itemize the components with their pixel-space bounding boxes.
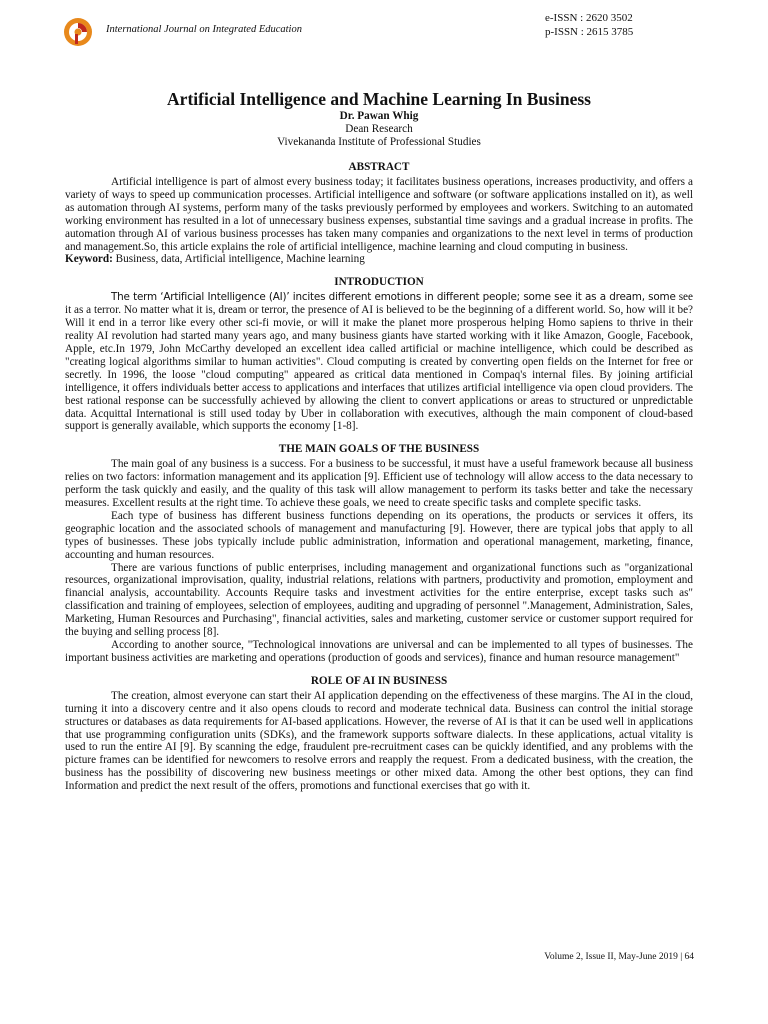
keywords-list: Business, data, Artificial intelligence, Machine learning: [112, 253, 365, 266]
page-footer: Volume 2, Issue II, May-June 2019 | 64: [544, 952, 694, 962]
author-position: Dean Research: [345, 123, 413, 135]
main-goals-paragraph: Each type of business has different business functions depending on its operations, the products or services it offers, its geographic location and the associated schools of management and manufacturing [9]. However, there are typical jobs that apply to all types of businesses. These jobs typically include public administration, information and operational management, marketing, finance, accounting and human resources.: [65, 509, 693, 561]
main-goals-paragraph: There are various functions of public enterprises, including management and organizational functions such as "organizational resources, organizational improvisation, quality, industrial relations, relations with partners, productivity and promotion, employment and financial analysis, accountability. Accounts Require tasks and investment activities for the entire enterprise, except tasks such as" classification and training of employees, selection of employees, auditing and upgrading of personnel ".Management, Administration, Sales, Marketing, Human Resources and Purchasing", financial activities, sales and marketing, customer service or customer support required for the buying and selling process [8].: [65, 561, 693, 639]
introduction-body: see it as a terror. No matter what it is, dream or terror, the presence of AI is believed to be the beginning of a different world. So, how will it be? Will it end in a terror like every other sci-fi movie, or will it make the planet more prosperous helping Homo sapiens to thrive in their reality AI revolution had started many years ago, and many business giants have started working with it like Amazon, Google, Facebook, Apple, etc.In 1979, John McCarthy developed an excellent idea called artificial or machine intelligence, which could be described as "creating logical algorithms similar to human activities". Cloud computing is created by converting open fields on the Internet for free or secretly. In 1996, the loose "cloud computing" appeared as critical data mentioned in Compaq's internal files. By joining artificial intelligence, it offers individuals better access to applications and interfaces that utilizes artificial intelligence via open cloud providers. The best rational response can be successfully achieved by allowing the client to convert applications or areas to structured or unpredictable data. Acquittal International is still used today by Uber in collaboration with executives, although the main component of cloud-based support is generally available, which supports the economy [1-8].: [65, 291, 693, 433]
journal-logo-icon: [62, 16, 94, 48]
p-issn: p-ISSN : 2615 3785: [545, 26, 634, 38]
role-of-ai-text: The creation, almost everyone can start their AI application depending on the effectiveness of these margins. The AI in the cloud, turning it into a discovery centre and it also opens clouds to record and moderate technical data. Business can control the initial storage structures or databases as data requirements for AI-based applications. However, the reverse of AI is that it can be used well in applications that use programming configuration units (SDKs), and the framework supports software dialects. In these applications, actual vitality is used to run the entire AI [9]. By scanning the edge, fraudulent pre-recruitment cases can be quickly identified, and any problems with the picture frames can be identified for newcomers to resolve errors and reapply the request. From a dedicated business, with the creation, the business has the possibility of discovering new business meetings or other mixed data. Among the other best options, they can find Information and predict the next result of the offers, promotions and functional exercises that go with it.: [65, 689, 693, 793]
main-goals-paragraph: The main goal of any business is a success. For a business to be successful, it must have a useful framework because all business relies on two factors: information management and its application [9]. Efficient use of technology will allow access to the data necessary to perform the task quickly and easily, and the quality of this task will allow management to perform its tasks better and take the necessary measures. Excellent results at the right time. To achieve these goals, we need to create specific tasks and complete specific tasks.: [65, 458, 693, 510]
abstract-text: Artificial intelligence is part of almost every business today; it facilitates business operations, increases productivity, and offers a variety of ways to speed up communication processes. Artificial intelligence and software (or software applications installed on it), as well as automation through AI systems, perform many of the tasks previously performed by employees and workers. Switching to an automated working environment has resulted in a lot of unnecessary business expenses, substantial time savings and a gradual increase in profits. The automation through AI of various business processes has taken many companies and organizations to the next level in terms of production and management.So, this article explains the role of artificial intelligence, machine learning and cloud computing in business.: [65, 176, 693, 253]
main-goals-paragraph: According to another source, "Technological innovations are universal and can be implemented to all types of businesses. The important business activities are marketing and operations (production of goods and services), finance and human resource management": [65, 639, 693, 664]
e-issn: e-ISSN : 2620 3502: [545, 12, 633, 24]
introduction-heading: INTRODUCTION: [334, 276, 424, 289]
page-header: [0, 0, 768, 60]
issn-block: [545, 11, 633, 39]
keywords-label: Keyword:: [65, 253, 113, 266]
abstract-heading: ABSTRACT: [348, 161, 410, 173]
introduction-lead: The term ‘Artificial Intelligence (AI)’ incites different emotions in different people; some see it as a dream, some: [111, 291, 676, 304]
journal-name: International Journal on Integrated Education: [106, 24, 302, 35]
paper-body: [65, 88, 693, 793]
paper-title: Artificial Intelligence and Machine Learning In Business: [167, 89, 591, 109]
main-goals-heading: THE MAIN GOALS OF THE BUSINESS: [278, 443, 480, 456]
author-affiliation: Vivekananda Institute of Professional Studies: [277, 136, 481, 148]
introduction-text: [65, 291, 693, 433]
author-name: Dr. Pawan Whig: [339, 110, 419, 122]
keywords-line: [65, 253, 693, 266]
role-of-ai-heading: ROLE OF AI IN BUSINESS: [310, 674, 448, 687]
